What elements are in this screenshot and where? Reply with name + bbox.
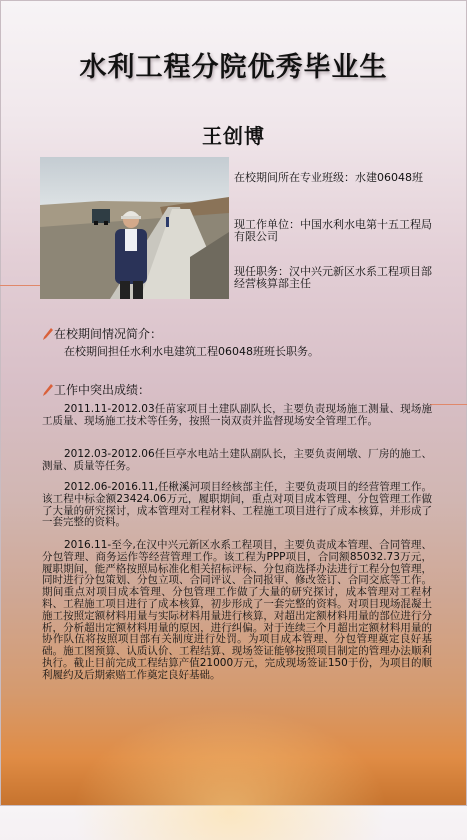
section-achievements-heading bbox=[43, 383, 150, 397]
achievement-paragraph: 2012.03-2012.06任巨亭水电站土建队副队长，主要负责闸墩、厂房的施工、测量、质量等任务。 bbox=[42, 448, 432, 472]
section-school-heading bbox=[43, 327, 162, 341]
background-sunset-glow bbox=[60, 700, 400, 840]
achievement-paragraph: 2012.06-2016.11,任楸溪河项目经核部主任，主要负责项目的经营管理工作。该工程中标金额23424.06万元，履职期间，重点对项目成本管理、分包管理工作做了大量的研究探讨，成本管理对工程材料、工程施工项目进行了成本核算，并形成了一套完整的资料。 bbox=[42, 481, 432, 529]
graduate-photo bbox=[40, 157, 229, 299]
info-employer: 现工作单位：中国水利水电第十五工程局有限公司 bbox=[234, 218, 432, 243]
decorative-line-right bbox=[430, 404, 467, 405]
section-school-title: 在校期间情况简介： bbox=[54, 327, 163, 341]
info-class: 在校期间所在专业班级：水建06048班 bbox=[234, 171, 423, 184]
page-title: 水利工程分院优秀毕业生 bbox=[79, 52, 388, 83]
achievement-paragraph: 2011.11-2012.03任苗家项目土建队副队长，主要负责现场施工测量、现场施工质量、现场施工技术等任务，按照一岗双责并监督现场安全管理工作。 bbox=[42, 403, 432, 427]
pencil-icon bbox=[43, 328, 53, 340]
construction-site-photo bbox=[40, 157, 229, 299]
pencil-icon bbox=[43, 384, 53, 396]
section-achievements-title: 工作中突出成绩： bbox=[54, 383, 151, 397]
graduate-name: 王创博 bbox=[202, 124, 265, 148]
decorative-line-left bbox=[0, 285, 40, 286]
school-intro-text: 在校期间担任水利水电建筑工程06048班班长职务。 bbox=[64, 345, 319, 358]
achievement-paragraph: 2016.11-至今,在汉中兴元新区水系工程项目，主要负责成本管理、合同管理、分包管理、商务运作等经营管理工作。该工程为PPP项目，合同额85032.73万元，履职期间，能严格按照局标准化相关招标评标、分包商选择办法进行工程分包管理，同时进行分包策划、分包立项、合同评议、合同报审、修改签订、合同交底等工作。期间重点对项目成本管理、分包管理工作做了大量的研究探讨，成本管理对工程材料、工程施工项目进行了成本核算，初步形成了一套完整的资料。对项目现场混凝土施工按照定额材料用量与实际材料用量进行核算，对超出定额材料用量的部位进行分析，分析超出定额材料用量的原因，进行纠偏。对于连续三个月超出定额材料用量的协作队伍将按照项目部有关制度进行处罚。为项目成本管理、分包管理奠定良好基础。施工图预算、认质认价、工程结算、现场签证能够按照项目制定的管理办法顺利执行。截止目前完成工程结算产值21000万元，完成现场签证150于份，为项目的顺利履约及后期索赔工作奠定良好基础。 bbox=[42, 539, 432, 681]
info-position: 现任职务：汉中兴元新区水系工程项目部经营核算部主任 bbox=[234, 265, 432, 290]
